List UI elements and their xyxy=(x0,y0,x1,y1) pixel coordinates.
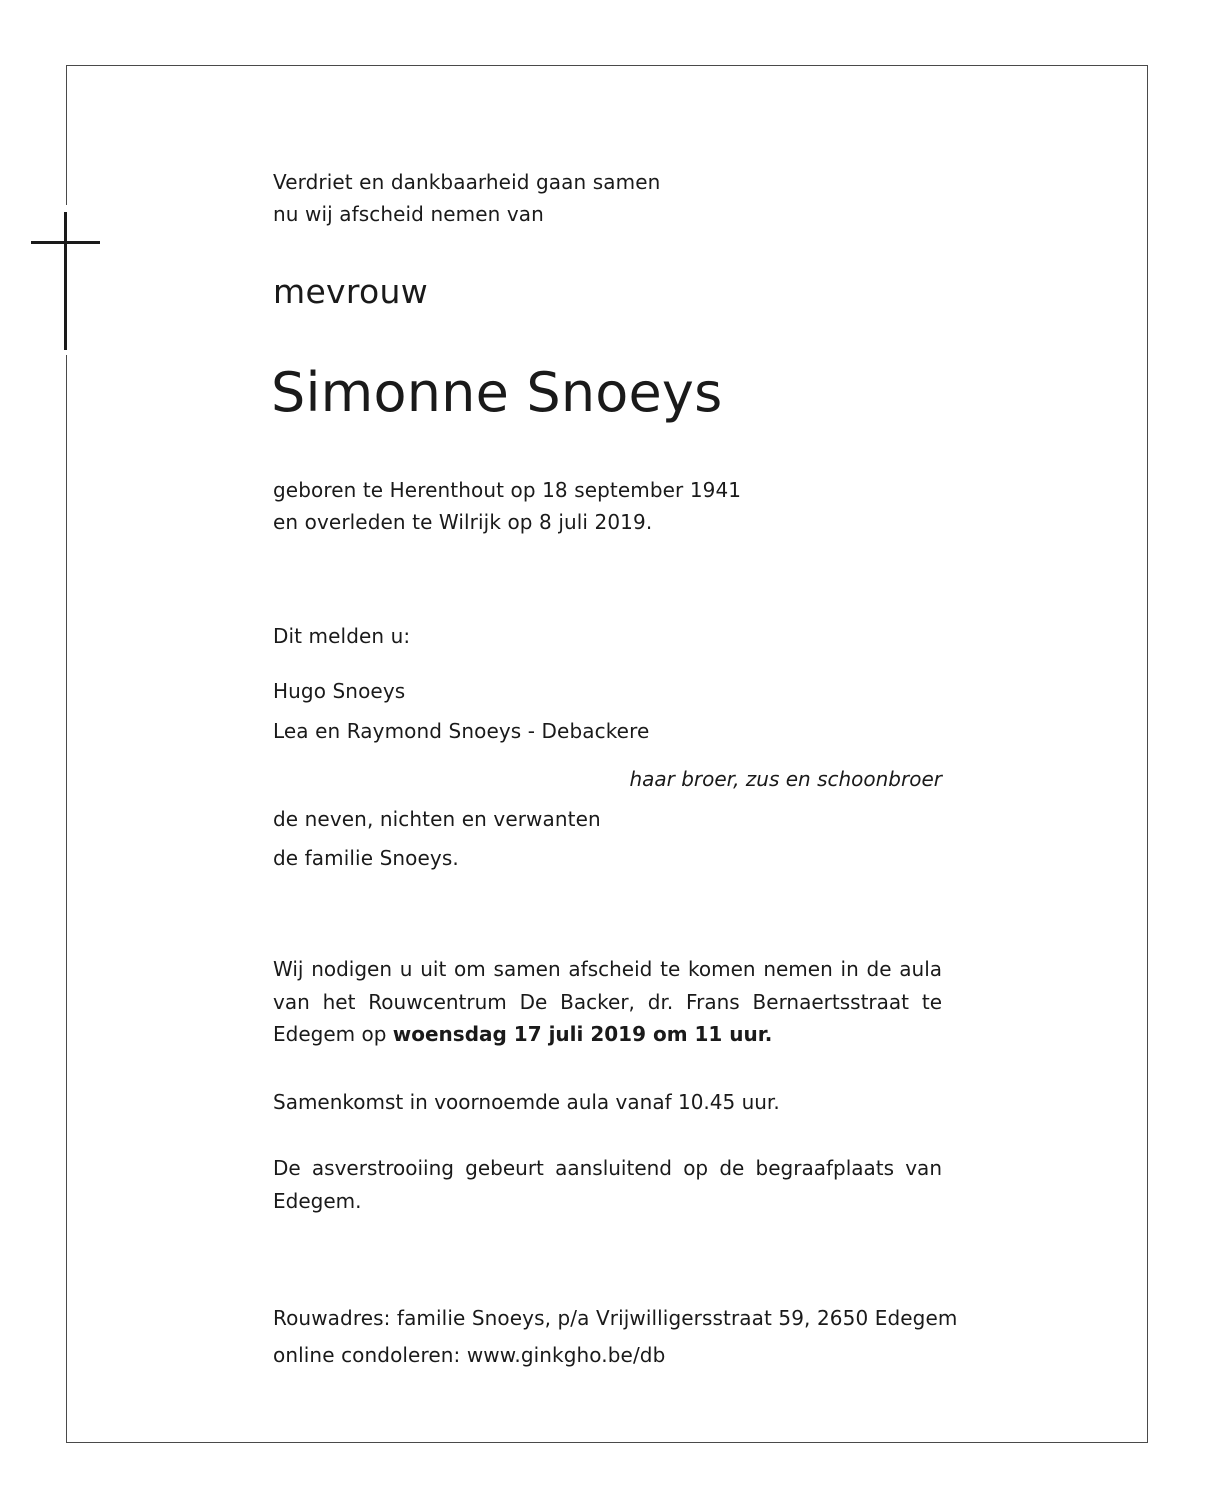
birth-line: geboren te Herenthout op 18 september 1941 xyxy=(273,478,742,502)
border-gap xyxy=(60,205,74,355)
invitation-text: Wij nodigen u uit om samen afscheid te komen nemen in de aula van het Rouwcentrum De Backer, dr. Frans Bernaertsstraat te Edegem op xyxy=(273,957,942,1046)
invitation-date: woensdag 17 juli 2019 om 11 uur. xyxy=(392,1022,773,1046)
intro-line-2: nu wij afscheid nemen van xyxy=(273,202,544,226)
deceased-name: Simonne Snoeys xyxy=(271,361,723,424)
online-condolences: online condoleren: www.ginkgho.be/db xyxy=(273,1343,666,1367)
announcer-2: Lea en Raymond Snoeys - Debackere xyxy=(273,719,650,743)
scattering-paragraph: De asverstrooiing gebeurt aansluitend op de begraafplaats van Edegem. xyxy=(273,1156,942,1213)
cross-icon-vertical xyxy=(64,212,67,350)
gathering-paragraph: Samenkomst in voornoemde aula vanaf 10.45 uur. xyxy=(273,1090,780,1114)
card-border xyxy=(66,65,1148,1443)
mourning-address: Rouwadres: familie Snoeys, p/a Vrijwilligersstraat 59, 2650 Edegem xyxy=(273,1306,958,1330)
invitation-paragraph xyxy=(273,953,942,1051)
death-line: en overleden te Wilrijk op 8 juli 2019. xyxy=(273,510,653,534)
salutation: mevrouw xyxy=(273,272,429,311)
announcer-1: Hugo Snoeys xyxy=(273,679,406,703)
extended-family-1: de neven, nichten en verwanten xyxy=(273,807,601,831)
intro-line-1: Verdriet en dankbaarheid gaan samen xyxy=(273,170,661,194)
cross-icon-horizontal xyxy=(31,241,100,244)
extended-family-2: de familie Snoeys. xyxy=(273,846,459,870)
relation-note: haar broer, zus en schoonbroer xyxy=(629,767,942,791)
announcers-heading: Dit melden u: xyxy=(273,624,411,648)
